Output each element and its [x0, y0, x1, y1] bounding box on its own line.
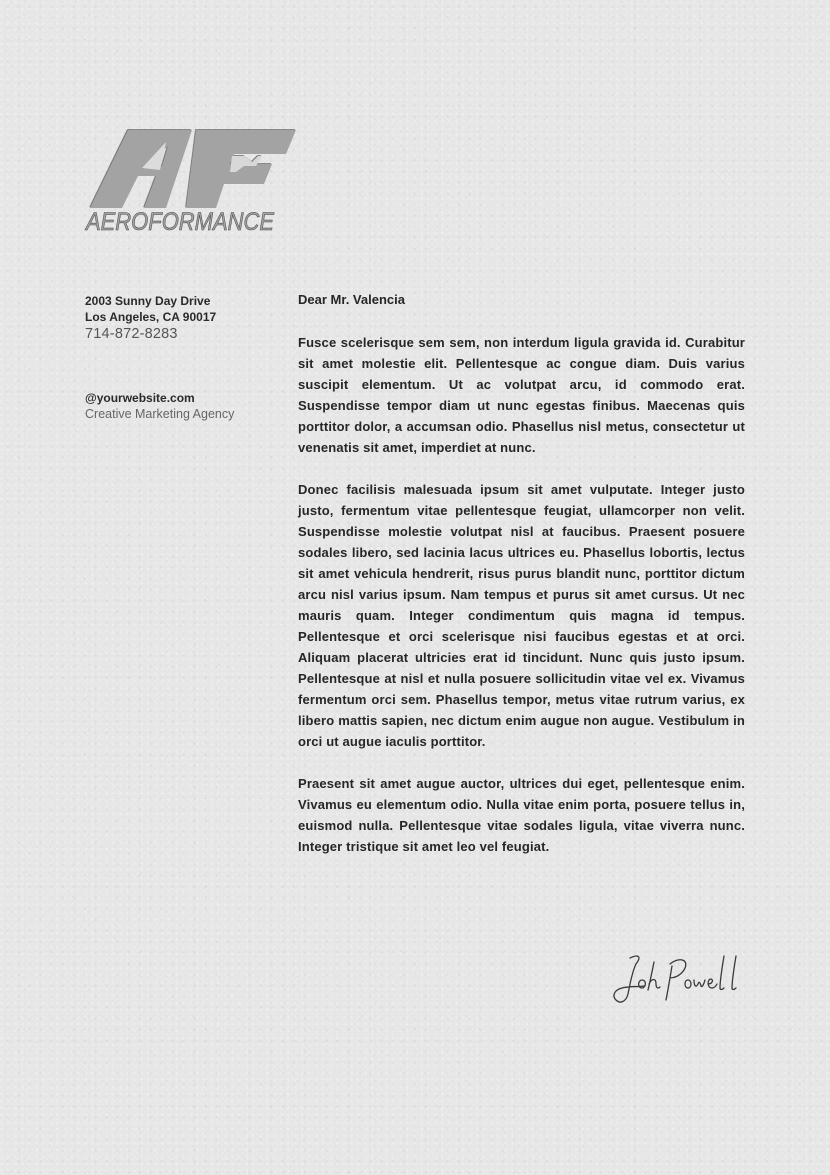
address-line-2: Los Angeles, CA 90017 [85, 309, 217, 324]
phone-number: 714-872-8283 [85, 326, 178, 342]
sender-contact-block [85, 294, 275, 422]
letter-body [298, 291, 745, 878]
website-link[interactable]: @yourwebsite.com [85, 391, 195, 405]
paragraph-3: Praesent sit amet augue auctor, ultrices dui eget, pellentesque enim. Vivamus eu elementum odio. Nulla vitae enim porta, posuere tellus in, euismod nulla. Pellentesque vitae sodales ligula, vitae viverra nunc. Integer tristique sit amet leo vel feugiat. [298, 776, 745, 854]
salutation: Dear Mr. Valencia [298, 292, 405, 307]
agency-tagline: Creative Marketing Agency [85, 406, 235, 421]
aeroformance-logo [84, 126, 299, 234]
address-line-1: 2003 Sunny Day Drive [85, 294, 211, 308]
paragraph-1: Fusce scelerisque sem sem, non interdum ligula gravida id. Curabitur sit amet molestie elit. Pellentesque ac congue diam. Duis varius suscipit elementum. Ut ac volutpat arcu, id commodo erat. Suspendisse tempor diam ut nunc egestas finibus. Maecenas quis porttitor dolor, a accumsan odio. Phasellus nisl metus, consectetur ut venenatis sit amet, imperdiet at nunc. [298, 335, 745, 455]
signature-scribble-icon [608, 950, 753, 1012]
svg-text:AEROFORMANCE: AEROFORMANCE [84, 208, 275, 234]
af-monogram-icon [84, 126, 299, 234]
signature [608, 950, 753, 1012]
paragraph-2: Donec facilisis malesuada ipsum sit amet vulputate. Integer justo justo, fermentum vitae pellentesque feugiat, ullamcorper non velit. Suspendisse molestie volutpat nisl at faucibus. Praesent posuere sodales libero, sed lacinia lacus ultrices eu. Phasellus lobortis, lectus sit amet vehicula hendrerit, risus purus blandit nunc, porttitor dictum arcu nisl varius ipsum. Nam tempus et purus sit amet cursus. Ut nec mauris quam. Integer condimentum quis magna id tempus. Pellentesque et orci scelerisque nisi faucibus egestas et at orci. Aliquam placerat ultricies erat id tincidunt. Nunc quis justo ipsum. Pellentesque at nisl et nulla posuere sollicitudin vitae vel ex. Vivamus fermentum orci sem. Phasellus tempor, metus vitae rutrum varius, ex libero mattis sapien, nec dictum enim augue non augue. Vestibulum in orci ut augue iaculis porttitor. [298, 482, 745, 749]
